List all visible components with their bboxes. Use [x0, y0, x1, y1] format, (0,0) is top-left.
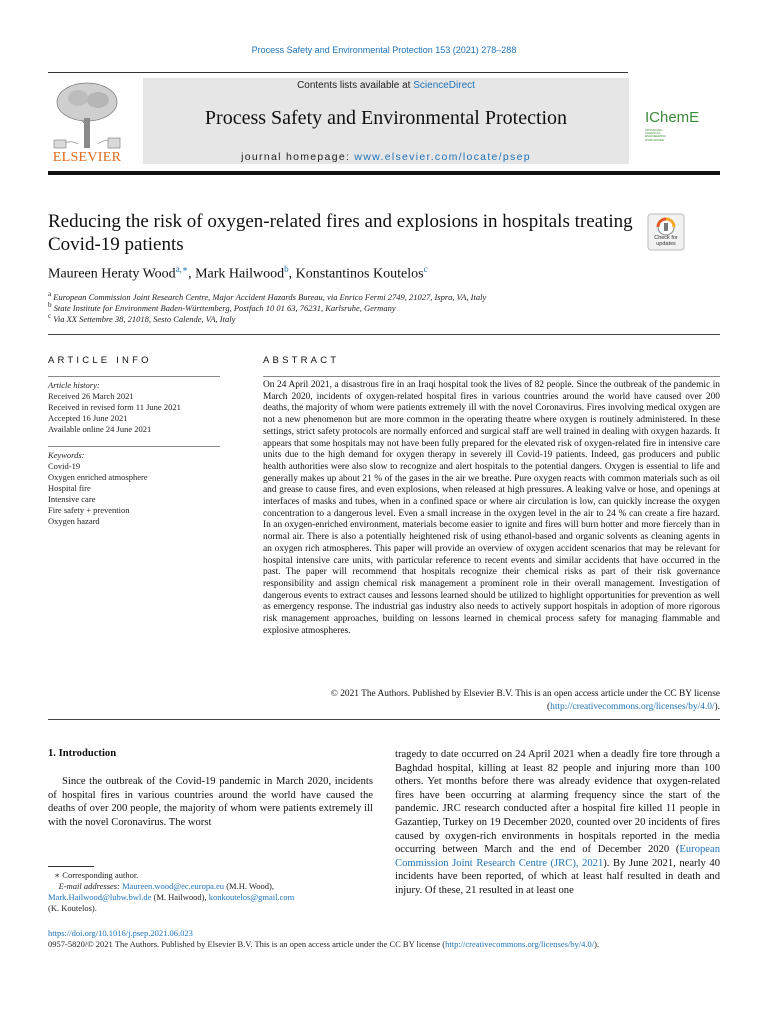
history-online: Available online 24 June 2021 [48, 424, 152, 434]
email-label: E-mail addresses: [58, 881, 123, 891]
header-thick-rule [48, 171, 720, 175]
intro-col2-text-b: ). By June 2021, nearly 40 incidents have been reported, of which at least half resulted in death and injury. Of these, 21 resulted in at least one [395, 857, 720, 896]
affiliation-c-sup: c [48, 312, 52, 320]
author-1-sup[interactable]: a,∗ [175, 264, 189, 274]
section-rule [48, 334, 720, 335]
sciencedirect-link[interactable]: ScienceDirect [413, 80, 475, 91]
elsevier-tree-icon [48, 78, 126, 150]
elsevier-wordmark: ELSEVIER [52, 150, 122, 165]
header-rule [48, 72, 628, 73]
icheme-logo[interactable] [645, 108, 725, 142]
affiliation-c [48, 312, 708, 324]
affiliation-a-text: European Commission Joint Research Centre, Major Accident Hazards Bureau, via Enrico Fermi 2749, 21027, Ispra, VA, Italy [53, 291, 487, 302]
email-hailwood-link[interactable]: Mark.Hailwood@lubw.bwl.de [48, 892, 152, 902]
email-koutelos-who: (K. Koutelos). [48, 903, 97, 913]
keyword-item: Fire safety + prevention [48, 505, 130, 515]
abstract-rule [263, 376, 720, 377]
intro-paragraph-col1: Since the outbreak of the Covid-19 pandemic in March 2020, incidents of hospital fires in various countries around the world have caused the deaths of over 200 people, the majority of whom were patients extremely ill with the novel Coronavirus. The worst [48, 776, 373, 828]
footnote-rule [48, 866, 94, 867]
copyright-text: © 2021 The Authors. Published by Elsevier B.V. This is an open access article under the CC BY license [330, 689, 720, 699]
abstract-heading: ABSTRACT [263, 355, 340, 366]
keywords-label: Keywords: [48, 450, 85, 460]
history-revised: Received in revised form 11 June 2021 [48, 402, 181, 412]
issn-end: ). [594, 939, 600, 949]
author-2[interactable]: Mark Hailwood [195, 266, 285, 282]
contents-prefix: Contents lists available at [297, 80, 414, 91]
contents-line [143, 80, 629, 91]
email-koutelos-link[interactable]: konkoutelos@gmail.com [208, 892, 295, 902]
icheme-wordmark: IChemE [645, 108, 700, 126]
article-title: Reducing the risk of oxygen-related fires and explosions in hospitals treating Covid-19 patients [48, 211, 633, 255]
elsevier-logo[interactable] [48, 78, 126, 166]
journal-reference[interactable]: Process Safety and Environmental Protection 153 (2021) 278–288 [251, 45, 517, 55]
abstract-text: On 24 April 2021, a disastrous fire in an Iraqi hospital took the lives of 82 people. Since the outbreak of the pandemic in March 2020, incidents of oxygen-related hospital fires in various countries around the world have caused over 200 deaths, the majority of whom were patients extremely ill with the novel Coronavirus. Fires involving medical oxygen are not a new phenomenon but are more common in the operating theatre where oxygen is routinely administered. In these settings, strict safety protocols are normally enforced and surgical staff are well trained in dealing with oxygen hazards. It appears that some hospitals may not have been fully prepared for the elevated risk of oxygen-related fire in intensive care units due to the high demand for oxygen therapy in severely ill Covid-19 patients. Indeed, gas producers and public health authorities were also slow to recognize and alert hospitals to the potential dangers. Oxygen is essential to life and generally makes up about 21 % of the gases in the air we breathe. Pure oxygen reacts with common materials such as oil and grease to cause fires, and even explosions, when released at high pressures. A leaking valve or hose, and openings at interfaces of masks and tubes, when in a confined space or where air circulation is low, can quickly increase the oxygen concentration to a dangerous level. Even a small increase in the oxygen level in the air to 24 % can create a fire hazard. In an oxygen-enriched environment, materials become easier to ignite and fires will burn hotter and more fiercely than in normal air. There is also a potentially heightened risk of using ethanol-based and organic solvents as cleaning agents in an oxygen rich atmospheres. This paper will provide an overview of oxygen accident scenarios that may be relevant for hospital intensive care units, with particular reference to recent events and similar accidents that have occurred in the past. The paper will recommend that hospitals recognize their chemical risks as part of their risk governance responsibility and assign chemical risk management a prominent role in their overall management. Investigation of dangerous events to extract causes and lessons learned should be utilized to highlight opportunities for prevention as well as emergency response. The industrial gas industry also needs to actively support hospitals in adoption of more rigorous risk management approaches, building on lessons learned in chemical process safety for managing flammable and explosive atmospheres. [263, 380, 720, 636]
keyword-item: Covid-19 [48, 461, 81, 471]
journal-title[interactable]: Process Safety and Environmental Protection [204, 107, 568, 129]
article-info-heading: ARTICLE INFO [48, 355, 152, 366]
intro-col2-text-a: tragedy to date occurred on 24 April 2021 when a deadly fire tore through a Baghdad hospital, killing at least 82 people and injuring more than 100 others. Yet months before there was already evidence that oxygen-related fires have been occurring at alarming frequency since the start of the pandemic. JRC research conducted after a hospital fire killed 11 people in Gazantiep, Turkey on 19 December 2020, counted over 20 incidents of fires caused by oxygen-rich environments in hospitals reported in the media occurring between March and the end of December 2020 ( [395, 749, 720, 856]
article-info-rule [48, 376, 220, 377]
doi-link[interactable]: https://doi.org/10.1016/j.psep.2021.06.023 [48, 928, 193, 938]
corresponding-footnote: ∗ Corresponding author. [48, 870, 139, 880]
abstract-bottom-rule [48, 719, 720, 720]
author-1[interactable]: Maureen Heraty Wood [48, 266, 176, 282]
icheme-subtext: ADVANCING CHEMICAL ENGINEERING WORLDWIDE [645, 127, 667, 142]
keywords-rule [48, 446, 220, 447]
email-wood-link[interactable]: Maureen.wood@ec.europa.eu [122, 881, 225, 891]
history-accepted: Accepted 16 June 2021 [48, 413, 128, 423]
keyword-item: Intensive care [48, 494, 96, 504]
corresponding-text: Corresponding author. [62, 870, 139, 880]
intro-paragraph-col2 [395, 748, 720, 898]
homepage-prefix: journal homepage: [241, 151, 355, 163]
email-hailwood-who: (M. Hailwood), [151, 892, 209, 902]
license-link[interactable]: http://creativecommons.org/licenses/by/4.0/ [550, 701, 715, 712]
homepage-link[interactable]: www.elsevier.com/locate/psep [354, 151, 531, 163]
email-footnote [48, 881, 368, 914]
author-3[interactable]: Konstantinos Koutelos [295, 266, 424, 282]
history-label: Article history: [48, 380, 100, 390]
abstract-copyright: © 2021 The Authors. Published by Elsevier B.V. This is an open access article under the CC BY license (http://creativecommons.org/licenses/by/4.0/). [330, 689, 720, 712]
check-updates-label: Check for updates [654, 235, 678, 247]
keyword-item: Oxygen enriched atmosphere [48, 472, 148, 482]
author-2-sup[interactable]: b [284, 264, 289, 274]
homepage-line [143, 151, 629, 163]
email-wood-who: (M.H. Wood), [224, 881, 274, 891]
jrc-citation-link[interactable]: European Commission Joint Research Centre (JRC), 2021 [395, 844, 720, 869]
issn-text: 0957-5820/© 2021 The Authors. Published by Elsevier B.V. This is an open access article under the CC BY license ( [48, 939, 446, 949]
author-list: Maureen Heraty Wood$^{a,∗}$, Mark Hailwood$^b$, Konstantinos Koutelos$^c$ [48, 264, 428, 282]
check-for-updates-badge[interactable] [647, 213, 685, 251]
issn-line [48, 939, 728, 949]
affiliation-b-sup: b [48, 301, 52, 309]
intro-heading: 1. Introduction [48, 748, 117, 759]
keyword-item: Oxygen hazard [48, 516, 100, 526]
history-received: Received 26 March 2021 [48, 391, 134, 401]
affiliation-b-text: State Institute for Environment Baden-Württemberg, Postfach 10 01 63, 76231, Karlsruhe, Germany [53, 302, 396, 313]
affiliation-c-text: Via XX Settembre 38, 21018, Sesto Calende, VA, Italy [53, 313, 236, 324]
author-3-sup[interactable]: c [423, 264, 428, 274]
keyword-item: Hospital fire [48, 483, 91, 493]
issn-license-link[interactable]: http://creativecommons.org/licenses/by/4.0/ [445, 939, 595, 949]
affiliation-a-sup: a [48, 290, 52, 298]
